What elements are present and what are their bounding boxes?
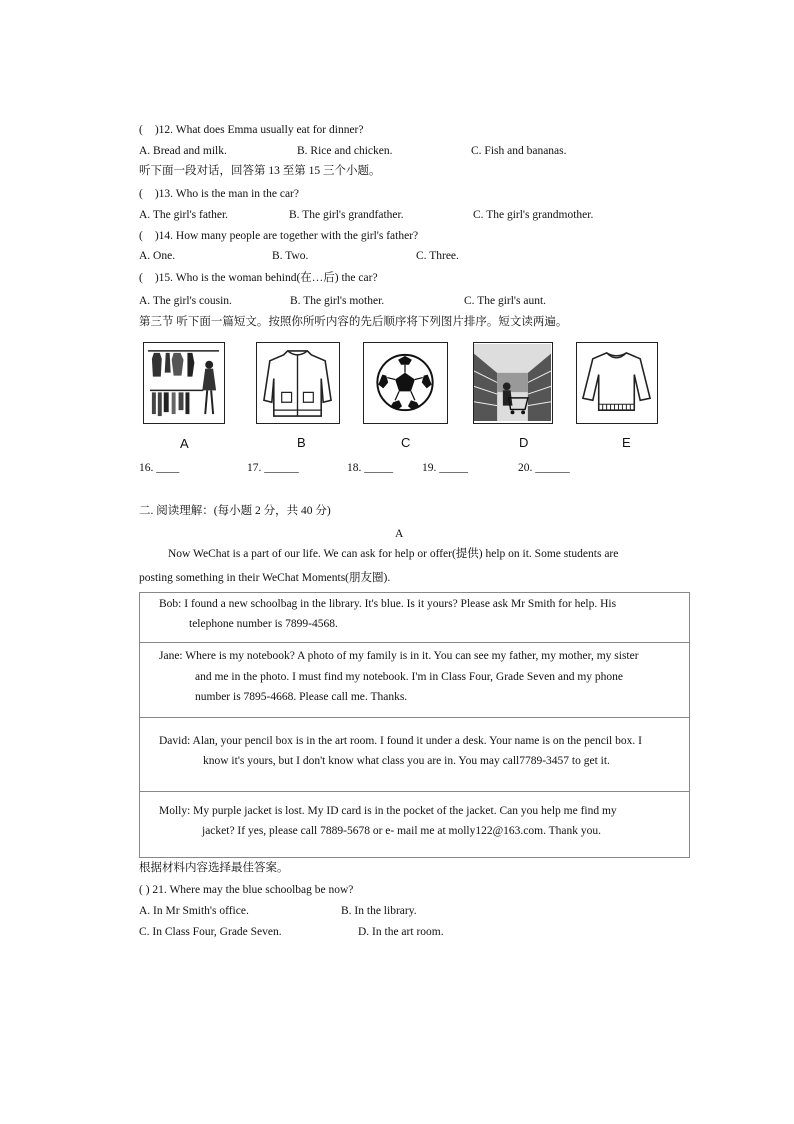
soccer-ball-icon (364, 343, 446, 422)
post-jane-line2: and me in the photo. I must find my notebook. I'm in Class Four, Grade Seven and my phone (195, 671, 624, 683)
post-bob (139, 592, 690, 642)
option-12b: B. Rice and chicken. (297, 145, 393, 157)
option-12a: A. Bread and milk. (139, 145, 227, 157)
post-jane (139, 642, 690, 717)
answer-blank-17[interactable]: 17. ______ (247, 462, 299, 474)
answer-paren[interactable]: ( (139, 188, 143, 200)
picture-label-c: C (401, 435, 411, 450)
instruction-13-15: 听下面一段对话，回答第 13 至第 15 三个小题。 (139, 165, 381, 177)
option-14b: B. Two. (272, 250, 309, 262)
question-14-text: )14. How many people are together with the girl's father? (154, 230, 419, 242)
passage-intro-line1: Now WeChat is a part of our life. We can ask for help or offer(提供) help on it. Some students are (168, 548, 619, 560)
picture-label-e: E (622, 435, 631, 450)
picture-a-clothing-store (143, 342, 225, 424)
option-14a: A. One. (139, 250, 176, 262)
option-12c: C. Fish and bananas. (471, 145, 567, 157)
post-david-line1: David: Alan, your pencil box is in the art room. I found it under a desk. Your name is on the pencil box. I (159, 735, 642, 747)
passage-letter: A (395, 528, 404, 540)
post-bob-line2: telephone number is 7899-4568. (189, 618, 338, 630)
question-12-text: )12. What does Emma usually eat for dinner? (154, 124, 364, 136)
option-21d: D. In the art room. (358, 926, 444, 938)
clothing-store-icon (144, 343, 223, 422)
answer-paren[interactable]: ( (139, 272, 143, 284)
answer-blank-19[interactable]: 19. _____ (422, 462, 468, 474)
post-molly-line2: jacket? If yes, please call 7889-5678 or e- mail me at molly122@163.com. Thank you. (202, 825, 602, 837)
question-12 (139, 123, 363, 137)
picture-d-supermarket (473, 342, 553, 424)
passage-intro-line2: posting something in their WeChat Moments(朋友圈). (139, 572, 391, 584)
option-21c: C. In Class Four, Grade Seven. (139, 926, 282, 938)
option-15b: B. The girl's mother. (290, 295, 385, 307)
answer-paren-open[interactable]: ( (139, 124, 143, 136)
option-21a: A. In Mr Smith's office. (139, 905, 249, 917)
jacket-icon (257, 343, 338, 422)
picture-c-soccer-ball (363, 342, 448, 424)
option-21b: B. In the library. (341, 905, 417, 917)
post-molly-line1: Molly: My purple jacket is lost. My ID card is in the pocket of the jacket. Can you help me find my (159, 805, 617, 817)
question-13 (139, 187, 299, 201)
question-15-text: )15. Who is the woman behind(在…后) the car? (154, 272, 378, 284)
post-jane-line1: Jane: Where is my notebook? A photo of my family is in it. You can see my father, my mother, my sister (159, 650, 639, 662)
option-13c: C. The girl's grandmother. (473, 209, 594, 221)
picture-label-d: D (519, 435, 529, 450)
option-15a: A. The girl's cousin. (139, 295, 232, 307)
section-3-instruction: 第三节 听下面一篇短文。按照你所听内容的先后顺序将下列图片排序。短文读两遍。 (139, 316, 568, 328)
answer-blank-20[interactable]: 20. ______ (518, 462, 570, 474)
picture-e-sweater (576, 342, 658, 424)
option-13a: A. The girl's father. (139, 209, 229, 221)
choose-instruction: 根据材料内容选择最佳答案。 (139, 862, 289, 874)
question-13-text: )13. Who is the man in the car? (154, 188, 299, 200)
post-bob-line1: Bob: I found a new schoolbag in the library. It's blue. Is it yours? Please ask Mr Smith for help. His (159, 598, 617, 610)
picture-label-b: B (297, 435, 306, 450)
option-14c: C. Three. (416, 250, 459, 262)
post-jane-line3: number is 7895-4668. Please call me. Thanks. (195, 691, 408, 703)
answer-blank-18[interactable]: 18. _____ (347, 462, 393, 474)
picture-label-a: A (180, 436, 189, 451)
supermarket-icon (474, 343, 551, 422)
post-david-line2: know it's yours, but I don't know what class you are in. You may call7789-3457 to get it. (203, 755, 610, 767)
question-21: ( ) 21. Where may the blue schoolbag be now? (139, 884, 354, 896)
option-13b: B. The girl's grandfather. (289, 209, 404, 221)
picture-b-jacket (256, 342, 340, 424)
answer-blank-16[interactable]: 16. ____ (139, 462, 180, 474)
post-molly (139, 791, 690, 858)
question-14 (139, 229, 418, 243)
post-david (139, 717, 690, 791)
option-15c: C. The girl's aunt. (464, 295, 547, 307)
sweater-icon (577, 343, 656, 422)
question-15 (139, 271, 378, 285)
answer-paren[interactable]: ( (139, 230, 143, 242)
reading-heading: 二. 阅读理解：(每小题 2 分，共 40 分) (139, 505, 331, 517)
